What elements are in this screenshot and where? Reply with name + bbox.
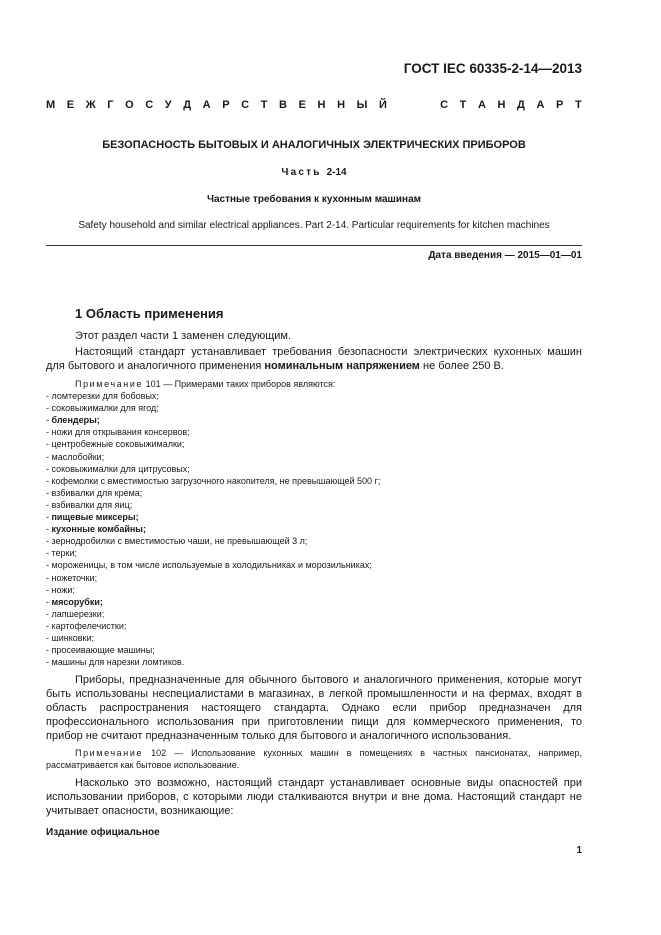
list-dash: - [46,596,52,607]
list-item-text: лапшерезки; [51,608,105,619]
list-item [46,632,582,644]
interstate-letter: А [536,99,545,111]
list-item-text: взбивалки для яиц; [51,499,133,510]
interstate-letter: А [202,99,211,111]
list-item-text: маслобойки; [51,451,105,462]
interstate-letter: Д [183,99,192,111]
list-dash: - [46,451,52,462]
interstate-letter: Н [497,99,506,111]
note-heading [46,378,582,390]
interstate-letter: У [164,99,172,111]
list-item-text: соковыжималки для ягод; [51,403,159,414]
list-item-text: ножеточки; [51,572,98,583]
list-item-text: шинковки; [51,632,95,643]
list-item-text: центробежные соковыжималки; [51,439,185,450]
list-item [46,620,582,632]
list-item [46,438,582,450]
list-item-text: взбивалки для крема; [51,487,143,498]
section-body [46,306,582,818]
interstate-letter: Г [107,99,114,111]
list-item-text: кофемолки с вместимостью загрузочного накопителя, не превышающей 500 г; [51,475,381,486]
list-dash: - [46,475,52,486]
interstate-letter: С [145,99,154,111]
document-subtitle: Частные требования к кухонным машинам [206,194,422,205]
word-gap [398,99,428,111]
appliance-list [46,390,582,668]
list-dash: - [46,427,52,438]
page-number: 1 [576,845,582,856]
list-dash: - [46,391,52,402]
paragraph-text: не более 250 В. [419,360,504,372]
list-item [46,608,582,620]
list-item [46,511,582,523]
paragraph: Насколько это возможно, настоящий стандарт устанавливает основные виды опасностей при использовании приборов, с которыми люди сталкиваются внутри и вне дома. Настоящий стандарт не учитывает опасности, возникающие: [46,777,582,818]
list-dash: - [46,524,52,535]
note-101 [46,378,582,668]
interstate-letter: Ы [356,99,368,111]
interstate-letter: Р [556,99,564,111]
paragraph-bold-term: номинальным напряжением [264,360,420,372]
note-text: 101 — Примерами таких приборов являются: [143,379,336,389]
interstate-letter: Е [66,99,75,111]
list-item [46,463,582,475]
list-item [46,426,582,438]
list-dash: - [46,560,52,571]
interstate-letter: Й [378,99,387,111]
note-label: Примечание [75,379,144,389]
list-dash: - [46,415,52,426]
list-dash: - [46,632,52,643]
list-dash: - [46,572,52,583]
list-dash: - [46,499,52,510]
interstate-letter: М [46,99,56,111]
interstate-letter: Ж [85,99,96,111]
list-item [46,644,582,656]
paragraph: Приборы, предназначенные для обычного бытового и аналогичного применения, которые могут быть использованы неспециалистами в магазинах, в легкой промышленности и на фермах, входят в область распространения настоящего стандарта. Однако если прибор предназначен для профессионального использования при приготовлении пищи для коммерческого применения, то прибор не считают предназначенным только для бытового и аналогичного использования. [46,674,582,743]
list-item [46,451,582,463]
list-dash: - [46,608,52,619]
list-item [46,535,582,547]
paragraph: Этот раздел части 1 заменен следующим. [75,330,292,342]
list-item [46,656,582,668]
list-item-text: ножи; [51,584,75,595]
list-item-text: мороженицы, в том числе используемые в холодильниках и морозильниках; [51,560,372,571]
interstate-letter: Д [517,99,525,111]
interstate-letter: Н [317,99,326,111]
list-item [46,390,582,402]
list-item [46,402,582,414]
horizontal-rule [46,245,582,246]
english-title: Safety household and similar electrical appliances. Part 2-14. Particular requirements for kitchen machines [78,220,550,231]
interstate-letter: С [440,99,449,111]
list-item [46,559,582,571]
list-item-text: соковыжималки для цитрусовых; [51,463,190,474]
list-item-text: картофелечистки; [51,620,127,631]
list-dash: - [46,463,52,474]
list-dash: - [46,548,52,559]
list-item [46,414,582,426]
list-dash: - [46,512,52,523]
introduction-date: Дата введения — 2015—01—01 [428,250,582,261]
interstate-standard-heading [46,99,582,111]
interstate-letter: Н [337,99,346,111]
list-item [46,572,582,584]
list-item-text: машины для нарезки ломтиков. [51,657,185,668]
list-dash: - [46,584,52,595]
list-item [46,596,582,608]
document-title: БЕЗОПАСНОСТЬ БЫТОВЫХ И АНАЛОГИЧНЫХ ЭЛЕКТРИЧЕСКИХ ПРИБОРОВ [102,139,526,151]
list-item [46,547,582,559]
standard-code: ГОСТ IEC 60335-2-14—2013 [403,61,582,76]
official-edition-label: Издание официальное [46,827,160,838]
paragraph-text: Настоящий стандарт устанавливает требования безопасности электрических кухонных машин для бытового и аналогичного применения [46,346,582,372]
list-dash: - [46,657,52,668]
list-item [46,523,582,535]
note-text: 102 — Использование кухонных машин в помещениях в частных пансионатах, например, рассматривается как бытовое использование. [46,748,582,771]
list-dash: - [46,645,52,656]
paragraph [46,345,582,373]
interstate-letter: С [241,99,250,111]
list-dash: - [46,620,52,631]
list-item [46,499,582,511]
part-heading [46,167,582,178]
section-title: 1 Область применения [75,306,224,321]
list-item-text: блендеры; [51,415,100,426]
list-item-text: пищевые миксеры; [51,512,139,523]
interstate-letter: Е [298,99,306,111]
list-item-text: ножи для открывания консервов; [51,427,190,438]
list-item-text: ломтерезки для бобовых; [51,391,159,402]
list-item [46,487,582,499]
interstate-letter: Т [459,99,467,111]
list-item-text: мясорубки; [51,596,103,607]
list-item-text: кухонные комбайны; [51,524,146,535]
note-102 [46,747,582,771]
interstate-letter: Т [260,99,268,111]
note-label: Примечание [75,748,144,759]
interstate-letter: В [279,99,287,111]
list-dash: - [46,536,52,547]
list-item [46,584,582,596]
interstate-letter: Р [222,99,230,111]
list-item-text: зернодробилки с вместимостью чаши, не превышающей 3 л; [51,536,308,547]
list-dash: - [46,403,52,414]
list-item-text: просеивающие машины; [51,645,155,656]
list-item-text: терки; [51,548,77,559]
interstate-letter: А [477,99,486,111]
interstate-letter: Т [574,99,582,111]
part-word: Часть [281,167,322,178]
list-dash: - [46,487,52,498]
part-number: 2-14 [326,167,347,178]
list-dash: - [46,439,52,450]
list-item [46,475,582,487]
interstate-letter: О [125,99,134,111]
